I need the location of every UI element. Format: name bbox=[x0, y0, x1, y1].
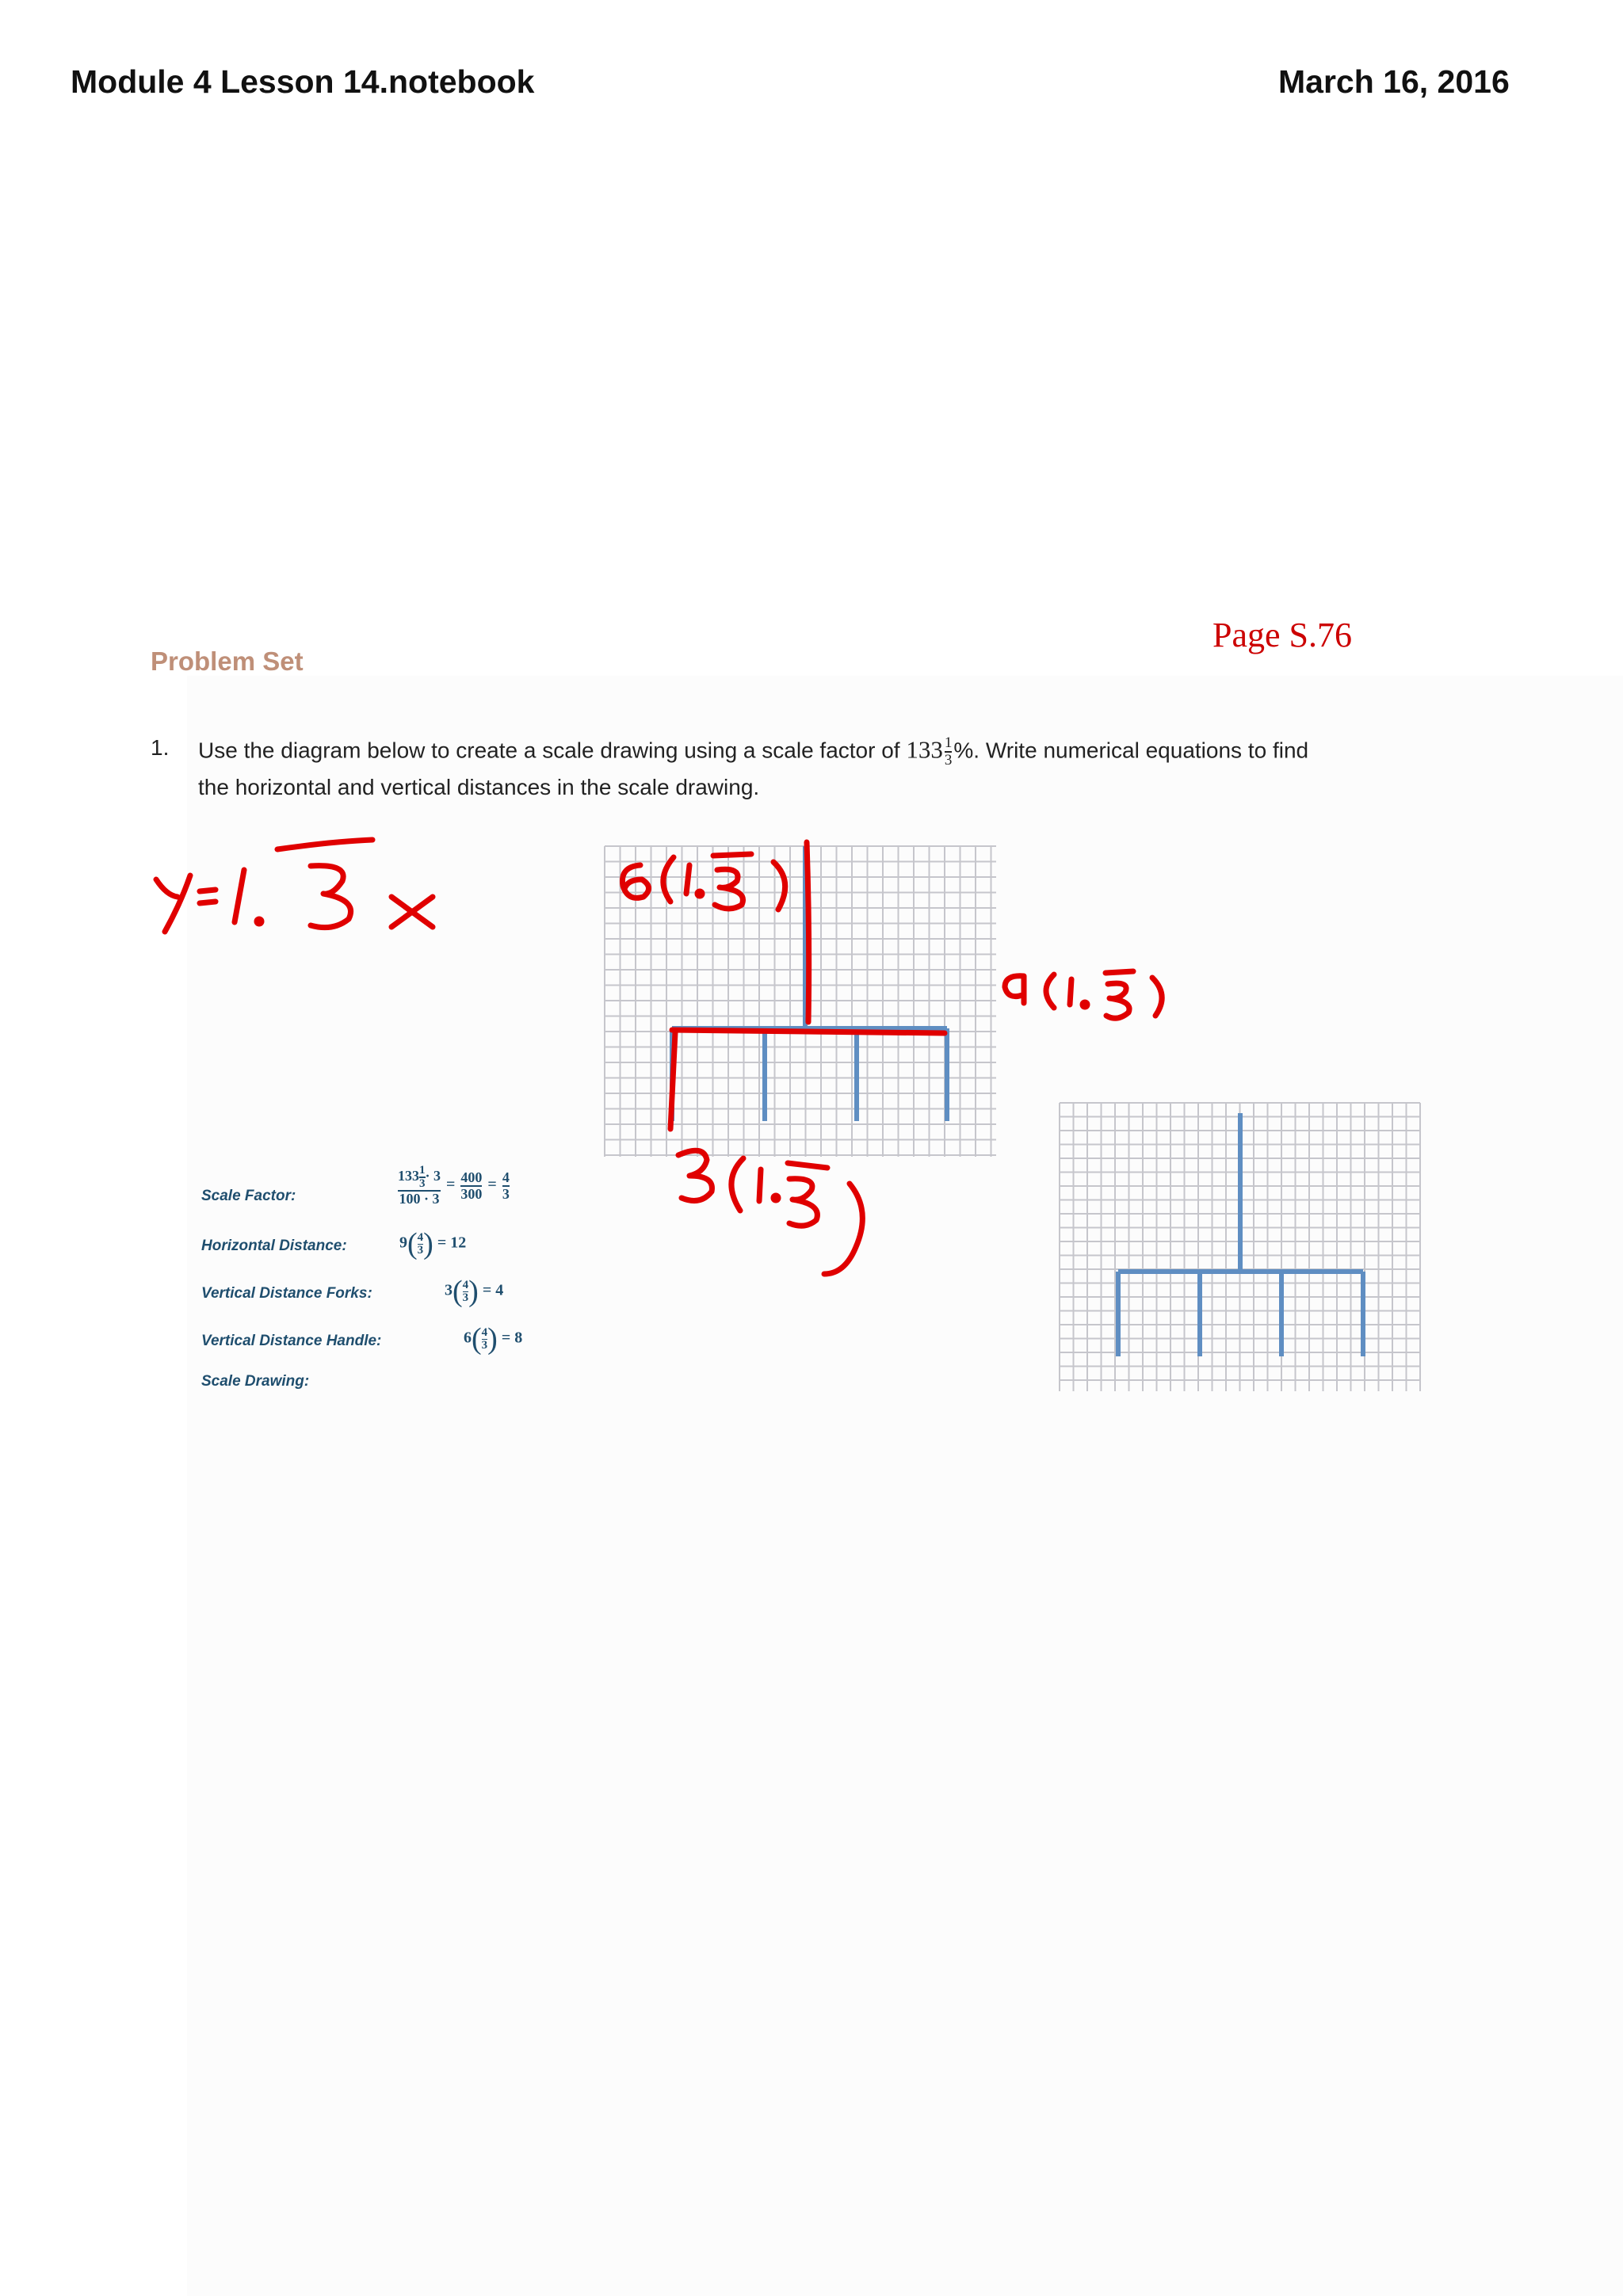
paren-close: ) bbox=[468, 1275, 479, 1308]
document-date: March 16, 2016 bbox=[1278, 63, 1510, 100]
horizontal-distance-label: Horizontal Distance: bbox=[201, 1238, 347, 1254]
handwritten-equation bbox=[156, 840, 433, 932]
page-reference: Page S.76 bbox=[1212, 616, 1352, 654]
paren-close: ) bbox=[487, 1322, 498, 1356]
problem-number: 1. bbox=[151, 735, 170, 760]
scale-factor-eq-frac2-num: 400 bbox=[460, 1169, 483, 1185]
equals-sign: = bbox=[487, 1176, 497, 1194]
problem-statement-line2: the horizontal and vertical distances in the scale drawing. bbox=[198, 775, 760, 799]
scale-factor-eq-frac1-den: 100 · 3 bbox=[399, 1191, 440, 1207]
problem-text-after: Write numerical equations to find bbox=[985, 738, 1309, 763]
scale-factor-eq-frac2-den: 300 bbox=[460, 1185, 483, 1202]
paren-close: ) bbox=[423, 1227, 433, 1261]
scale-factor-whole: 133 bbox=[906, 735, 943, 764]
scale-factor-suffix: %. bbox=[953, 738, 980, 763]
forks-result: = 4 bbox=[482, 1281, 504, 1299]
scale-factor-fraction-den: 3 bbox=[944, 752, 953, 769]
document-title: Module 4 Lesson 14.notebook bbox=[71, 63, 535, 100]
forks-frac-den: 3 bbox=[462, 1291, 469, 1304]
handwritten-forks-note bbox=[678, 1150, 862, 1274]
handle-frac-den: 3 bbox=[481, 1338, 488, 1352]
scale-factor-eq-mixed-num: 1 bbox=[419, 1164, 426, 1177]
handle-coef: 6 bbox=[464, 1329, 472, 1347]
section-title: Problem Set bbox=[151, 646, 304, 676]
handwriting-equation-text bbox=[0, 0, 1, 1]
scale-factor-eq-frac3-den: 3 bbox=[502, 1185, 510, 1202]
paren-open: ( bbox=[453, 1275, 463, 1308]
red-handle-trace bbox=[807, 842, 809, 1022]
paren-open: ( bbox=[407, 1227, 418, 1261]
scale-factor-eq-frac3-num: 4 bbox=[502, 1169, 510, 1185]
scale-factor-fraction-num: 1 bbox=[944, 734, 953, 751]
scale-factor-eq-times: · 3 bbox=[425, 1168, 441, 1184]
forks-distance-label: Vertical Distance Forks: bbox=[201, 1285, 372, 1302]
red-crossbar-trace bbox=[672, 1030, 945, 1033]
scale-factor-label: Scale Factor: bbox=[201, 1188, 296, 1204]
horizontal-result: = 12 bbox=[437, 1234, 467, 1252]
scale-factor-eq-mixed-den: 3 bbox=[419, 1177, 426, 1190]
problem-text-before: Use the diagram below to create a scale drawing using a scale factor of bbox=[198, 738, 900, 763]
horizontal-coef: 9 bbox=[399, 1234, 407, 1252]
scale-drawing-label: Scale Drawing: bbox=[201, 1373, 310, 1390]
handle-frac-num: 4 bbox=[481, 1325, 488, 1339]
handwritten-horizontal-note bbox=[1005, 971, 1162, 1018]
handle-result: = 8 bbox=[501, 1329, 523, 1347]
handwritten-annotations bbox=[156, 840, 1162, 1274]
forks-coef: 3 bbox=[445, 1281, 453, 1299]
paren-open: ( bbox=[472, 1322, 482, 1356]
forks-frac-num: 4 bbox=[462, 1278, 469, 1291]
horizontal-frac-num: 4 bbox=[417, 1230, 424, 1244]
scale-factor-eq-whole: 133 bbox=[398, 1168, 419, 1184]
horizontal-frac-den: 3 bbox=[417, 1243, 424, 1257]
equals-sign: = bbox=[446, 1176, 456, 1194]
handle-distance-label: Vertical Distance Handle: bbox=[201, 1333, 382, 1349]
